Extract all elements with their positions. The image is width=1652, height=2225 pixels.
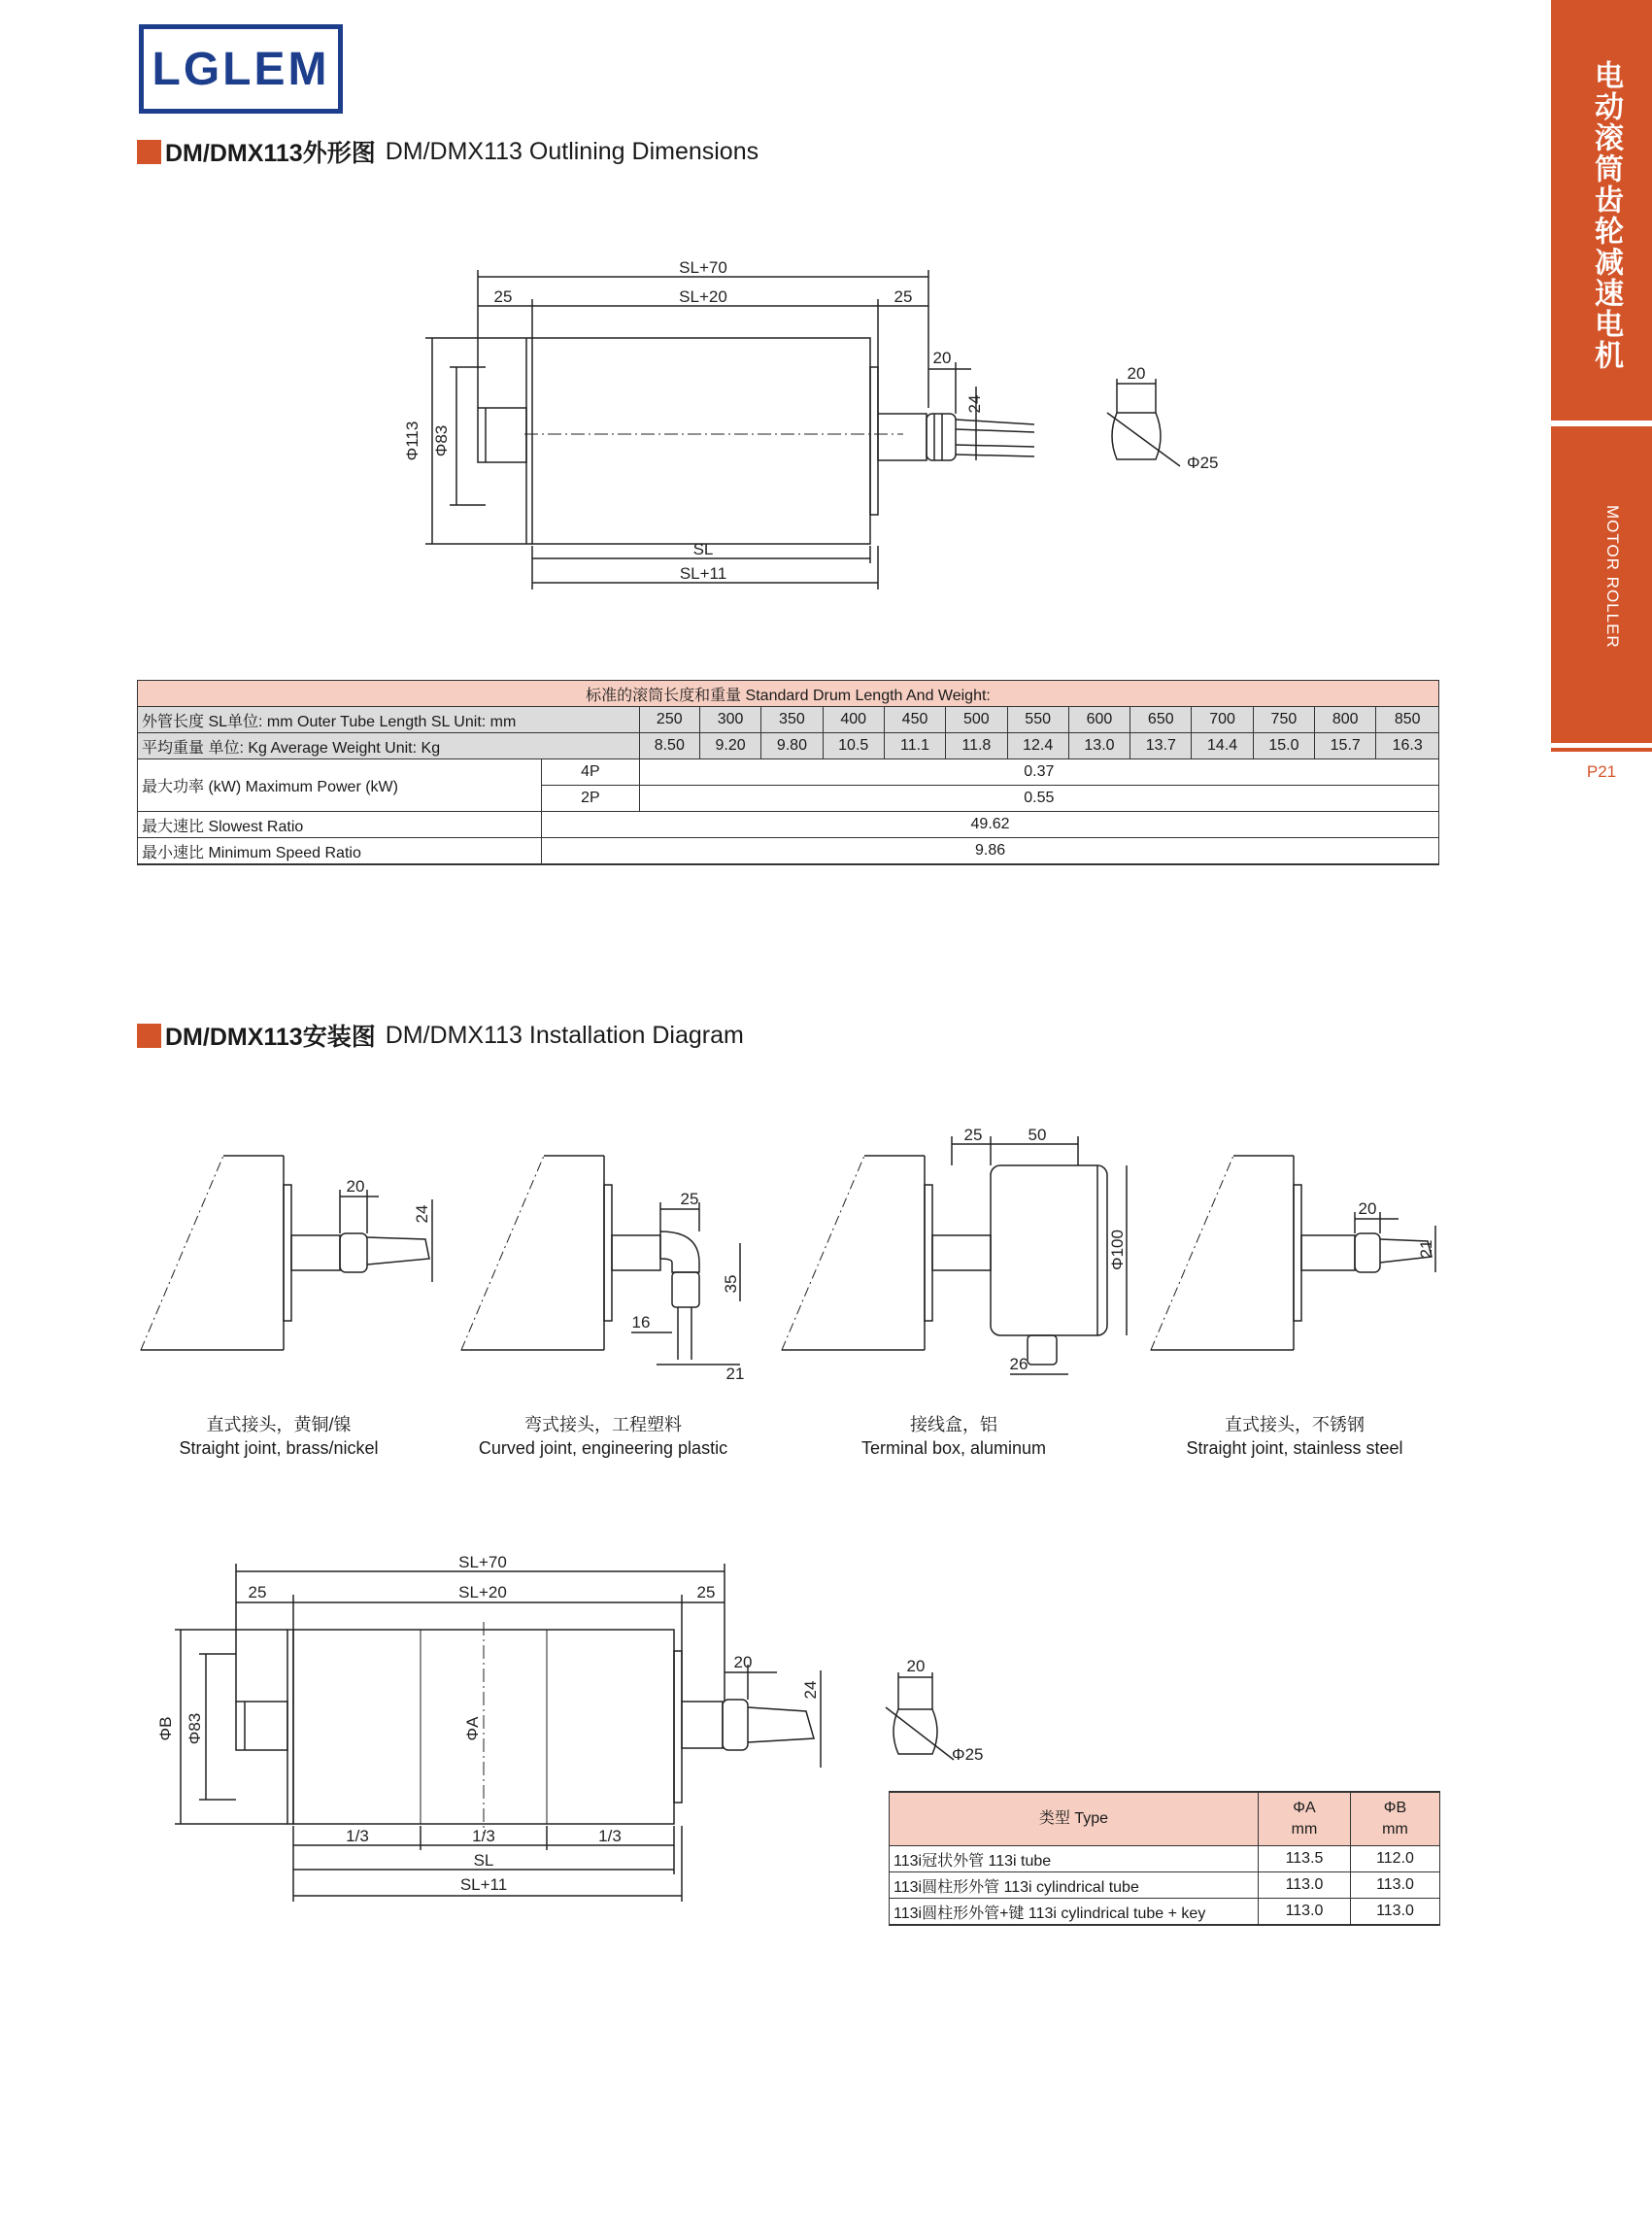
outline-drawing [369,243,1224,612]
brand-logo: LGLEM [139,24,343,114]
phi-a-cell: 113.5 [1259,1846,1351,1872]
slowest-ratio-value: 49.62 [542,812,1439,838]
length-label: 外管长度 SL单位: mm Outer Tube Length SL Unit: mm [138,707,640,733]
dim-24: 24 [965,394,984,414]
joint2-dim-25: 25 [680,1190,699,1208]
section-title-text: DM/DMX113 Outlining Dimensions [385,137,759,165]
section-marker [137,1024,161,1048]
power-4p-row [138,759,1439,786]
length-cell: 700 [1192,707,1253,733]
dim-25-right: 25 [696,1583,716,1601]
table-row [890,1899,1440,1926]
joint4-dim-21: 21 [1417,1239,1435,1259]
joint2-dim-35: 35 [722,1274,740,1294]
slowest-ratio-label: 最大速比 Slowest Ratio [138,812,542,838]
joint2-dim-21: 21 [725,1365,745,1383]
dim-25-right: 25 [893,287,913,306]
length-row [138,707,1439,733]
length-cell: 650 [1130,707,1192,733]
joint-caption-cn: 直式接头，黄铜/镍 [206,1415,352,1434]
section-title-text: DM/DMX113 Installation Diagram [385,1021,744,1049]
minimum-ratio-value: 9.86 [542,838,1439,865]
joint-caption-3 [798,1413,1109,1460]
weight-cell: 14.4 [1192,733,1253,759]
weight-cell: 15.7 [1315,733,1376,759]
dim-third-2: 1/3 [472,1827,495,1845]
length-cell: 550 [1007,707,1068,733]
joint3-dim-26: 26 [1009,1355,1028,1373]
dim-sl11: SL+11 [679,564,727,583]
joint-caption-en: Terminal box, aluminum [860,1438,1047,1458]
joint-caption-cn: 直式接头，不锈钢 [1225,1415,1365,1434]
spec-table [137,680,1439,865]
dim-third-1: 1/3 [346,1827,369,1845]
phi-a-header: ΦA mm [1259,1792,1351,1846]
joint3-dim-phi100: Φ100 [1108,1230,1127,1270]
power-4p-value: 0.37 [639,759,1438,786]
length-cell: 850 [1376,707,1439,733]
section-title-bold: DM/DMX113外形图 [165,140,376,167]
joint-terminal-box-drawing [782,1136,1127,1374]
dim-sl70: SL+70 [679,258,727,277]
weight-cell: 13.7 [1130,733,1192,759]
length-cell: 300 [699,707,760,733]
dim-third-3: 1/3 [598,1827,622,1845]
weight-cell: 11.1 [884,733,945,759]
joint2-dim-16: 16 [631,1313,651,1332]
weight-label: 平均重量 单位: Kg Average Weight Unit: Kg [138,733,640,759]
joint1-dim-20: 20 [346,1177,365,1196]
weight-cell: 16.3 [1376,733,1439,759]
weight-cell: 15.0 [1253,733,1314,759]
weight-cell: 12.4 [1007,733,1068,759]
type-cell: 113i圆柱形外管 113i cylindrical tube [890,1872,1259,1899]
type-cell: 113i圆柱形外管+键 113i cylindrical tube + key [890,1899,1259,1926]
minimum-ratio-label: 最小速比 Minimum Speed Ratio [138,838,542,865]
joint1-dim-24: 24 [413,1204,431,1224]
joint-caption-cn: 接线盒，铝 [910,1415,997,1434]
joint-curved-plastic-drawing [461,1156,740,1365]
dim-phi113: Φ113 [403,421,421,461]
joint-caption-2 [448,1413,759,1460]
section-title-outline [137,134,759,169]
minimum-ratio-row [138,838,1439,865]
weight-cell: 9.80 [761,733,823,759]
power-2p-value: 0.55 [639,786,1438,812]
joint3-dim-50: 50 [1028,1126,1047,1144]
weight-cell: 9.20 [699,733,760,759]
dim-shaft-20: 20 [1127,364,1146,383]
roller-body [532,338,870,544]
joint3-dim-25: 25 [963,1126,983,1144]
dim-20: 20 [733,1653,753,1671]
length-cell: 250 [639,707,699,733]
power-2p-label: 2P [542,786,640,812]
dim-25-left: 25 [248,1583,267,1601]
table-row [890,1846,1440,1872]
weight-cell: 10.5 [823,733,884,759]
joint-caption-cn: 弯式接头，工程塑料 [524,1415,682,1434]
type-table [889,1791,1440,1926]
dim-phi-a: ΦA [463,1716,482,1741]
section-title-bold: DM/DMX113安装图 [165,1024,376,1051]
joint4-dim-20: 20 [1358,1199,1377,1218]
dim-sl20: SL+20 [458,1583,507,1601]
length-cell: 350 [761,707,823,733]
type-cell: 113i冠状外管 113i tube [890,1846,1259,1872]
dim-phi83: Φ83 [185,1712,204,1745]
dim-24: 24 [801,1680,820,1700]
power-label: 最大功率 (kW) Maximum Power (kW) [138,759,542,812]
joint-caption-1 [123,1413,434,1460]
weight-cell: 8.50 [639,733,699,759]
joint-caption-en: Curved joint, engineering plastic [478,1438,728,1458]
section-title-installation [137,1018,744,1053]
weight-cell: 13.0 [1068,733,1129,759]
weight-cell: 11.8 [946,733,1007,759]
dim-sl: SL [473,1851,494,1870]
phi-a-cell: 113.0 [1259,1899,1351,1926]
sidebar-divider [1551,748,1652,752]
sidebar-title-cn: 电动滚筒齿轮减速电机 [1590,60,1622,371]
dim-sl20: SL+20 [679,287,727,306]
table-row [890,1872,1440,1899]
phi-b-header: ΦB mm [1351,1792,1440,1846]
length-cell: 500 [946,707,1007,733]
dim-phi-b: ΦB [156,1716,175,1741]
weight-row [138,733,1439,759]
power-4p-label: 4P [542,759,640,786]
dim-25-left: 25 [493,287,513,306]
joint-caption-4 [1139,1413,1450,1460]
dim-shaft-20: 20 [906,1657,926,1675]
dim-sl70: SL+70 [458,1553,507,1571]
dim-phi83: Φ83 [432,424,451,457]
joint-straight-brass-drawing [141,1156,432,1350]
slowest-ratio-row [138,812,1439,838]
page-number: P21 [1586,762,1617,781]
joint-caption-en: Straight joint, brass/nickel [179,1438,379,1458]
joint-caption-en: Straight joint, stainless steel [1186,1438,1403,1458]
length-cell: 750 [1253,707,1314,733]
phi-a-cell: 113.0 [1259,1872,1351,1899]
length-cell: 400 [823,707,884,733]
spec-table-header: 标准的滚筒长度和重量 Standard Drum Length And Weight: [138,681,1439,707]
section-marker [137,140,161,164]
length-cell: 800 [1315,707,1376,733]
phi-b-cell: 112.0 [1351,1846,1440,1872]
dim-shaft-phi25: Φ25 [952,1745,984,1764]
sidebar-title-en: MOTOR ROLLER [1603,505,1622,649]
phi-b-cell: 113.0 [1351,1872,1440,1899]
dim-sl11: SL+11 [459,1875,508,1894]
type-header: 类型 Type [890,1792,1259,1846]
length-cell: 600 [1068,707,1129,733]
phi-b-cell: 113.0 [1351,1899,1440,1926]
length-cell: 450 [884,707,945,733]
dim-sl: SL [692,540,714,558]
dim-20: 20 [932,349,952,367]
joint-straight-steel-drawing [1151,1156,1435,1350]
joint-diagrams [126,1117,1435,1399]
dim-shaft-phi25: Φ25 [1187,454,1219,472]
